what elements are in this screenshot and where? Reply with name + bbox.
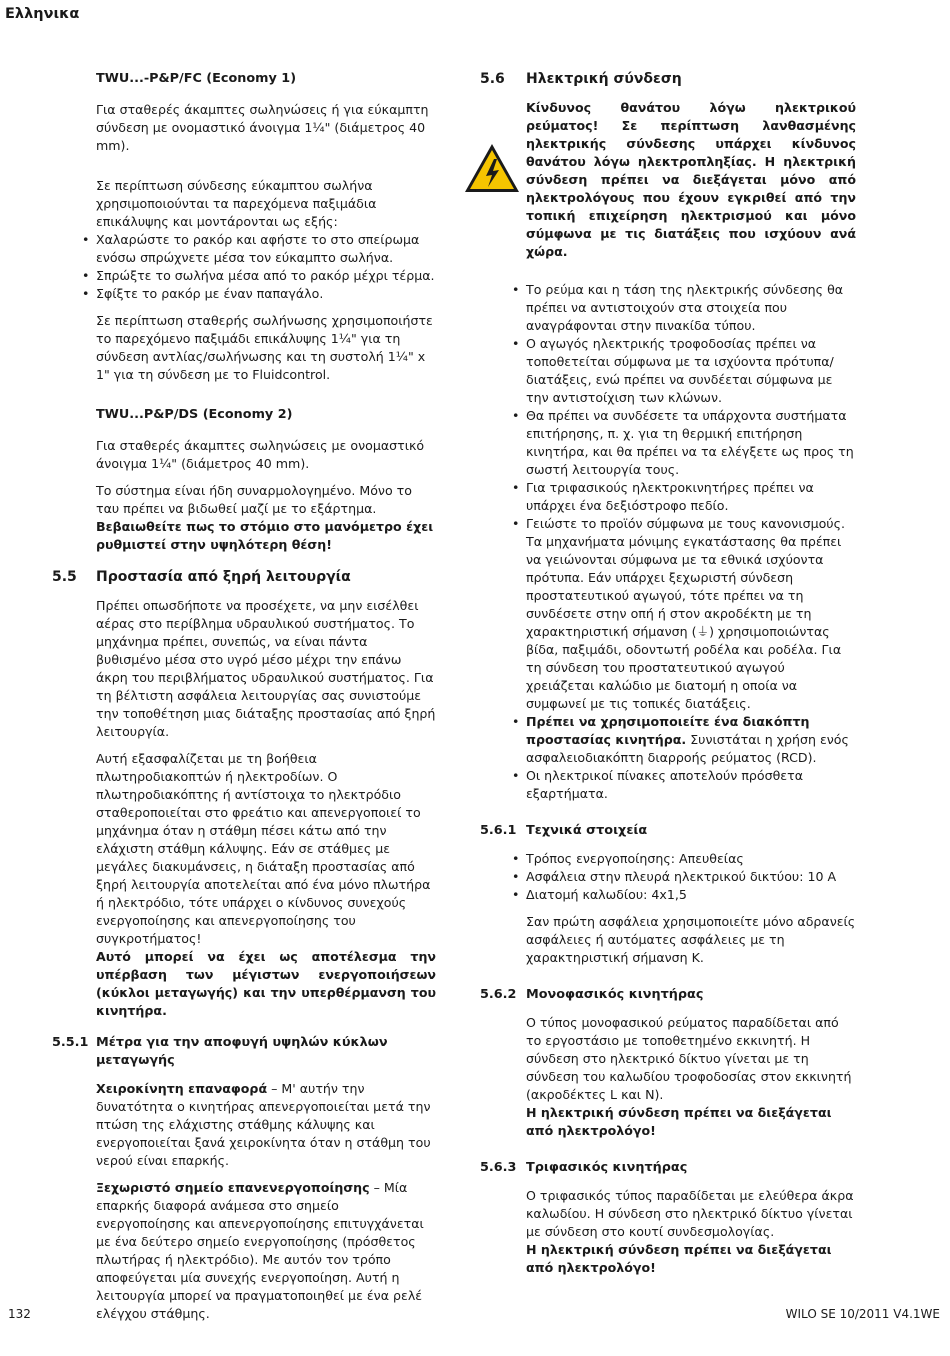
economy1-paragraph-1: Για σταθερές άκαμπτες σωληνώσεις ή για εύκαμπτη σύνδεση με ονομαστικό άνοιγμα 1¼" (διάμετρος 40 mm). xyxy=(96,102,429,153)
economy1-title: TWU...-P&P/FC (Economy 1) xyxy=(96,71,297,86)
single-phase-paragraph xyxy=(526,1014,856,1140)
list-item xyxy=(526,713,856,767)
paragraph-lead: Ξεχωριστό σημείο επανενεργοποίησης xyxy=(96,1180,370,1195)
document-reference: WILO SE 10/2011 V4.1WE xyxy=(785,1307,940,1321)
paragraph-bold-note: Η ηλεκτρική σύνδεση πρέπει να διεξάγεται από ηλεκτρολόγο! xyxy=(526,1105,832,1138)
electrical-bullet-list xyxy=(526,281,856,803)
section-number: 5.5.1 xyxy=(52,1035,89,1050)
section-5-5-paragraph-1: Πρέπει οπωσδήποτε να προσέχετε, να μην εισέλθει αέρας στο περίβλημα υδραυλικού συστήματος. Το μηχάνημα πρέπει, συνεπώς, να είναι πάντα βυθισμένο μέσα στο υγρό μέσο μέχρι την επάνω άκρη του περιβλήματος υδραυλικού συστήματος. Για τη βέλτιστη ασφάλεια λειτουργίας σας συνιστούμε την τοποθέτηση μιας διάταξης προστασίας από ξηρή λειτουργία. xyxy=(96,598,436,739)
list-item: • Διατομή καλωδίου: 4x1,5 xyxy=(526,886,856,904)
section-5-5-1-heading xyxy=(52,1034,436,1070)
list-item: • Τρόπος ενεργοποίησης: Απευθείας xyxy=(526,850,856,868)
fuse-note: Σαν πρώτη ασφάλεια χρησιμοποιείτε μόνο αδρανείς ασφάλειες ή αυτόματες ασφάλειες με τη χαρακτηριστική σήμανση K. xyxy=(526,914,856,965)
section-number: 5.5 xyxy=(52,569,77,585)
bullet-bold-text: Πρέπει να χρησιμοποιείτε ένα διακόπτη προστασίας κινητήρα. xyxy=(526,714,810,747)
paragraph-text: Αυτή εξασφαλίζεται με τη βοήθεια πλωτηροδιακοπτών ή ηλεκτροδίων. Ο πλωτηροδιακόπτης ή αντίστοιχα το ηλεκτρόδιο σταθεροποιείται στο φρεάτιο και απενεργοποιεί το μηχάνημα όταν η στάθμη πέσει κάτω από την ελάχιστη στάθμη κάλυψης. Εάν σε στάθμες με μεγάλες διακυμάνσεις, η διάταξη προστασίας από ξηρή λειτουργία αποτελείται από ένα μόνο πλωτήρα ή ηλεκτρόδιο, τότε υπάρχει ο κίνδυνος συνεχούς ενεργοποίησης και απενεργοποίησης του συγκροτήματος! xyxy=(96,751,431,946)
economy2-paragraph-2 xyxy=(96,482,436,554)
list-item: • Το ρεύμα και η τάση της ηλεκτρικής σύνδεσης θα πρέπει να αντιστοιχούν στα στοιχεία που αναγράφονται στην πινακίδα τύπου. xyxy=(526,281,856,335)
list-item: • Γειώστε το προϊόν σύμφωνα με τους κανονισμούς. Τα μηχανήματα μόνιμης εγκατάστασης θα πρέπει να γειώνονται σύμφωνα με τα εθνικά ισχύοντα πρότυπα. Εάν υπάρχει ξεχωριστή σύνδεση προστατευτικού αγωγού, τότε πρέπει να τη συνδέσετε στην οπή ή στον ακροδέκτη με τη χαρακτηριστική σήμανση (⏚) χρησιμοποιώντας βίδα, παξιμάδι, οδοντωτή ροδέλα και ροδέλα. Για τη σύνδεση του προστατευτικού αγωγού χρειάζεται καλώδιο με διατομή η οποία να συμφωνεί με τις τοπικές διατάξεις. xyxy=(526,515,856,713)
bullet-text: Συνιστάται η χρήση ενός ασφαλειοδιακόπτη διαρροής ρεύματος (RCD). xyxy=(526,732,849,765)
paragraph-text: – Μία επαρκής διαφορά ανάμεσα στο σημείο ενεργοποίησης και απενεργοποίησης επιτυγχάνεται με ένα δεύτερο σημείο ενεργοποίησης (πρόσθετος πλωτήρας ή ηλεκτρόδιο). Με αυτόν τον τρόπο αποφεύγεται μία συνεχής ενεργοποίηση. Αυτή η λειτουργία μπορεί να πραγματοποιηθεί με ένα ρελέ ελέγχου στάθμης. xyxy=(96,1180,424,1321)
paragraph-text: Ο τριφασικός τύπος παραδίδεται με ελεύθερα άκρα καλωδίου. Η σύνδεση στο ηλεκτρικό δίκτυο γίνεται με σύνδεση στο κουτί συνδεσμολογίας. xyxy=(526,1188,854,1239)
paragraph-lead: Χειροκίνητη επαναφορά xyxy=(96,1081,268,1096)
section-5-6-1-heading xyxy=(480,822,856,840)
section-5-6-heading xyxy=(480,70,856,88)
paragraph-bold-note: Η ηλεκτρική σύνδεση πρέπει να διεξάγεται από ηλεκτρολόγο! xyxy=(526,1242,832,1275)
section-title: Μονοφασικός κινητήρας xyxy=(526,987,704,1002)
economy1-paragraph-2: Σε περίπτωση σύνδεσης εύκαμπτου σωλήνα χρησιμοποιούνται τα παρεχόμενα παξιμάδια επικάλυψης και μοντάρονται ως εξής: xyxy=(96,178,377,229)
technical-data-list xyxy=(526,850,856,904)
page-number: 132 xyxy=(8,1307,31,1321)
paragraph-text: – Μ' αυτήν την δυνατότητα ο κινητήρας απενεργοποιείται μετά την πτώση της ελάχιστης στάθμης κάλυψης και ενεργοποιείται ξανά χειροκίνητα όταν η στάθμη του νερού είναι επαρκής. xyxy=(96,1081,431,1168)
section-5-5-paragraph-2 xyxy=(96,750,436,1020)
three-phase-paragraph xyxy=(526,1187,856,1277)
section-number: 5.6.3 xyxy=(480,1160,517,1175)
section-title: Προστασία από ξηρή λειτουργία xyxy=(96,569,351,585)
section-number: 5.6 xyxy=(480,71,505,87)
list-item: • Για τριφασικούς ηλεκτροκινητήρες πρέπει να υπάρχει ένα δεξιόστροφο πεδίο. xyxy=(526,479,856,515)
section-5-5-heading xyxy=(52,568,436,586)
section-title: Τεχνικά στοιχεία xyxy=(526,823,648,838)
right-column xyxy=(480,70,856,1286)
list-item: • Ασφάλεια στην πλευρά ηλεκτρικού δικτύου: 10 A xyxy=(526,868,856,886)
section-number: 5.6.2 xyxy=(480,987,517,1002)
economy2-bold-note: Βεβαιωθείτε πως το στόμιο στο μανόμετρο έχει ρυθμιστεί στην υψηλότερη θέση! xyxy=(96,519,434,552)
left-column xyxy=(52,70,436,1332)
section-title: Τριφασικός κινητήρας xyxy=(526,1160,688,1175)
economy1-bullet-list xyxy=(96,231,436,303)
section-5-5-1-paragraph-2 xyxy=(96,1179,436,1323)
section-5-6-2-heading xyxy=(480,986,856,1004)
list-item: • Θα πρέπει να συνδέσετε τα υπάρχοντα συστήματα επιτήρησης, π. χ. για τη θερμική επιτήρηση κινητήρα, και θα πρέπει να τα ελέγξετε ως προς τη σωστή λειτουργία τους. xyxy=(526,407,856,479)
paragraph-text: Ο τύπος μονοφασικού ρεύματος παραδίδεται από το εργοστάσιο με τοποθετημένο εκκινητή. Η σύνδεση στο ηλεκτρικό δίκτυο γίνεται με τη σύνδεση του καλωδίου τροφοδοσίας στον εκκινητή (ακροδέκτες L και N). xyxy=(526,1015,852,1102)
list-item: • Ο αγωγός ηλεκτρικής τροφοδοσίας πρέπει να τοποθετείται σύμφωνα με τα ισχύοντα πρότυπα/διατάξεις, ενώ πρέπει να συνδέεται σύμφωνα με την αντιστοίχιση των κλώνων. xyxy=(526,335,856,407)
list-item: • Χαλαρώστε το ρακόρ και αφήστε το στο σπείρωμα ενόσω σπρώχνετε μέσα τον εύκαμπτο σωλήνα. xyxy=(96,231,436,267)
section-title: Ηλεκτρική σύνδεση xyxy=(526,71,682,87)
language-header: Ελληνικα xyxy=(5,6,80,22)
list-item: • Σφίξτε το ρακόρ με έναν παπαγάλο. xyxy=(96,285,436,303)
electrical-warning-text: Κίνδυνος θανάτου λόγω ηλεκτρικού ρεύματος! Σε περίπτωση λανθασμένης ηλεκτρικής σύνδεσης υπάρχει κίνδυνος θανάτου λόγω ηλεκτροπληξίας. Η ηλεκτρική σύνδεση πρέπει να διεξάγεται μόνο από ηλεκτρολόγους που έχουν εγκριθεί από την τοπική επιχείρηση ηλεκτρισμού και μόνο σύμφωνα με τις διατάξεις που ισχύουν ανά χώρα. xyxy=(526,100,856,259)
paragraph-bold-note: Αυτό μπορεί να έχει ως αποτέλεσμα την υπέρβαση των μέγιστων ενεργοποιήσεων (κύκλοι μεταγωγής) και την υπερθέρμανση του κινητήρα. xyxy=(96,949,436,1018)
list-item: • Οι ηλεκτρικοί πίνακες αποτελούν πρόσθετα εξαρτήματα. xyxy=(526,767,856,803)
list-item: • Σπρώξτε το σωλήνα μέσα από το ρακόρ μέχρι τέρμα. xyxy=(96,267,436,285)
section-5-6-3-heading xyxy=(480,1159,856,1177)
section-title: Μέτρα για την αποφυγή υψηλών κύκλων μεταγωγής xyxy=(96,1035,388,1068)
economy2-paragraph-1: Για σταθερές άκαμπτες σωληνώσεις με ονομαστικό άνοιγμα 1¼" (διάμετρος 40 mm). xyxy=(96,438,425,471)
section-number: 5.6.1 xyxy=(480,823,517,838)
high-voltage-warning-icon xyxy=(463,141,521,195)
economy2-text: Το σύστημα είναι ήδη συναρμολογημένο. Μόνο το ταυ πρέπει να βιδωθεί μαζί με το εξάρτημα. xyxy=(96,483,412,516)
section-5-5-1-paragraph-1 xyxy=(96,1080,436,1170)
economy1-paragraph-3: Σε περίπτωση σταθερής σωλήνωσης χρησιμοποιήστε το παρεχόμενο παξιμάδι επικάλυψης 1¼" για τη σύνδεση αντλίας/σωλήνωσης και τη συστολή 1¼" x 1" για τη σύνδεση με το Fluidcontrol. xyxy=(96,313,433,382)
economy2-title: TWU...P&P/DS (Economy 2) xyxy=(96,407,293,422)
